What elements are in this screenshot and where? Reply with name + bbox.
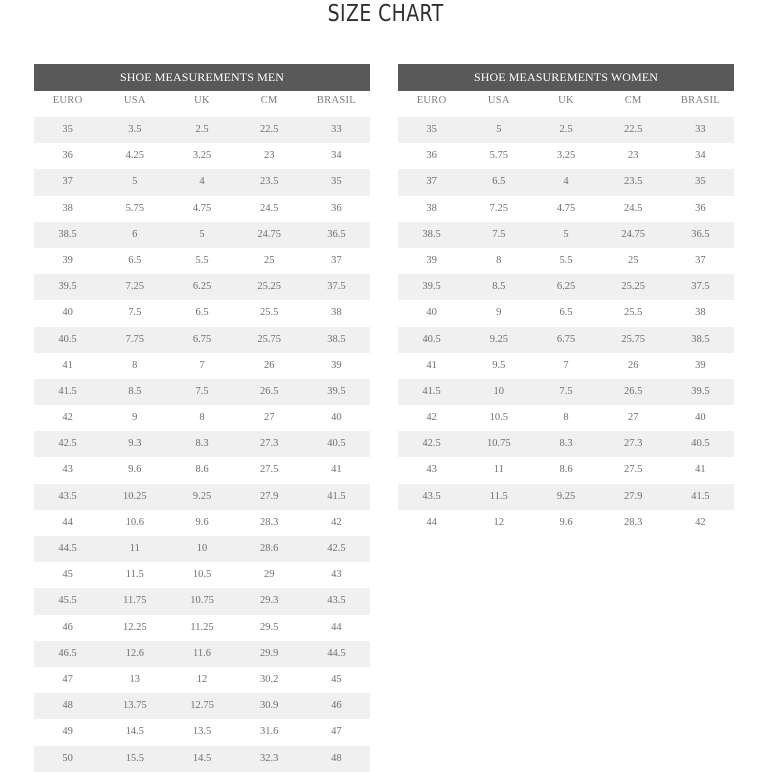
table-cell: 40.5 xyxy=(691,438,710,450)
table-cell: 39.5 xyxy=(58,281,77,293)
table-cell: 9.6 xyxy=(195,516,209,528)
table-cell: 40.5 xyxy=(327,438,346,450)
table-cell: 40 xyxy=(695,412,706,424)
table-cell: 11.75 xyxy=(123,595,147,607)
table-cell: 44.5 xyxy=(327,647,346,659)
table-cell: 11 xyxy=(493,464,504,476)
table-row xyxy=(398,353,734,379)
table-cell: 5.75 xyxy=(125,202,144,214)
table-cell: 6.5 xyxy=(195,307,209,319)
table-cell: 22.5 xyxy=(624,124,643,135)
table-cell: 26 xyxy=(627,359,639,371)
table-row xyxy=(34,510,370,536)
table-cell: 6.5 xyxy=(128,254,142,266)
table-cell: 35 xyxy=(426,124,437,135)
table-cell: 27.9 xyxy=(624,490,643,502)
table-row xyxy=(398,196,734,222)
table-cell: 35 xyxy=(331,176,342,188)
table-cell: 5 xyxy=(199,228,205,240)
table-cell: 29.3 xyxy=(260,595,279,607)
table-cell: 26.5 xyxy=(260,385,279,397)
women-table-header: SHOE MEASUREMENTS WOMEN xyxy=(398,64,734,91)
table-cell: 35 xyxy=(62,124,73,135)
table-cell: 37 xyxy=(426,176,437,188)
table-cell: 48 xyxy=(62,700,73,712)
table-cell: 14.5 xyxy=(125,726,144,738)
table-row xyxy=(398,510,734,536)
table-cell: 10.5 xyxy=(489,412,508,424)
table-cell: 23.5 xyxy=(260,176,279,188)
table-cell: 41 xyxy=(426,359,437,371)
table-cell: 37.5 xyxy=(327,281,346,293)
table-cell: 29 xyxy=(263,569,275,581)
table-row xyxy=(398,484,734,510)
table-cell: 41.5 xyxy=(691,490,710,502)
table-cell: 45 xyxy=(331,673,342,685)
table-cell: 13 xyxy=(129,673,141,685)
table-cell: 39.5 xyxy=(422,281,441,293)
table-cell: 6.75 xyxy=(556,333,576,345)
table-cell: 41 xyxy=(331,464,342,476)
table-cell: 32.3 xyxy=(260,752,279,764)
table-row xyxy=(398,117,734,143)
table-cell: 5.75 xyxy=(489,150,508,162)
table-cell: 9.6 xyxy=(128,464,142,476)
column-header-cm: CM xyxy=(260,95,278,106)
table-row xyxy=(398,379,734,405)
table-cell: 27.3 xyxy=(260,438,279,450)
table-cell: 26 xyxy=(263,359,275,371)
table-row xyxy=(34,196,370,222)
table-cell: 36.5 xyxy=(691,228,710,240)
column-header-usa: USA xyxy=(123,95,146,106)
table-cell: 7.25 xyxy=(489,202,508,214)
table-cell: 38.5 xyxy=(327,333,346,345)
table-cell: 25.5 xyxy=(624,307,643,319)
table-cell: 24.5 xyxy=(260,202,279,214)
column-header-euro: EURO xyxy=(416,95,447,106)
table-cell: 27.3 xyxy=(624,438,643,450)
column-header-cm: CM xyxy=(624,95,642,106)
table-cell: 12.6 xyxy=(125,647,144,659)
table-cell: 46 xyxy=(62,621,73,633)
table-cell: 48 xyxy=(331,752,342,764)
table-row xyxy=(34,405,370,431)
table-cell: 25 xyxy=(627,254,639,266)
table-row xyxy=(34,641,370,667)
table-cell: 13.5 xyxy=(192,726,212,738)
table-cell: 11.5 xyxy=(125,569,144,581)
table-cell: 5.5 xyxy=(559,254,573,266)
table-cell: 37.5 xyxy=(691,281,710,293)
table-cell: 38 xyxy=(331,307,342,319)
table-cell: 11.5 xyxy=(489,490,508,502)
table-cell: 7 xyxy=(199,359,205,371)
table-cell: 38.5 xyxy=(691,333,710,345)
table-cell: 39 xyxy=(695,359,706,371)
table-cell: 25.5 xyxy=(260,307,279,319)
table-cell: 43.5 xyxy=(422,490,441,502)
table-row xyxy=(34,667,370,693)
table-cell: 9.6 xyxy=(559,516,573,528)
table-cell: 14.5 xyxy=(192,752,212,764)
table-cell: 27 xyxy=(627,412,639,424)
table-cell: 23 xyxy=(627,150,639,162)
table-row xyxy=(398,169,734,195)
table-cell: 31.6 xyxy=(260,726,279,738)
table-cell: 25.25 xyxy=(621,281,646,293)
table-cell: 8.5 xyxy=(492,281,506,293)
table-cell: 30.2 xyxy=(260,673,279,685)
table-row xyxy=(34,274,370,300)
table-row xyxy=(398,431,734,457)
table-cell: 9.25 xyxy=(489,333,508,345)
table-cell: 40 xyxy=(331,412,342,424)
table-cell: 9.25 xyxy=(192,490,212,502)
table-row xyxy=(34,615,370,641)
table-cell: 39 xyxy=(331,359,342,371)
table-cell: 12.75 xyxy=(190,700,214,712)
table-cell: 43 xyxy=(426,464,437,476)
table-cell: 38.5 xyxy=(58,228,77,240)
table-row xyxy=(34,222,370,248)
table-cell: 44.5 xyxy=(58,543,77,554)
table-cell: 9 xyxy=(132,412,138,424)
table-cell: 4.25 xyxy=(125,150,144,162)
men-column-headers xyxy=(34,91,370,117)
table-cell: 40.5 xyxy=(58,333,77,345)
table-cell: 38 xyxy=(62,202,73,214)
table-cell: 41.5 xyxy=(327,490,346,502)
table-cell: 42 xyxy=(426,412,437,424)
table-cell: 13.75 xyxy=(122,700,147,712)
table-row xyxy=(34,300,370,326)
table-cell: 30.9 xyxy=(260,700,279,712)
table-cell: 28.3 xyxy=(260,516,279,528)
table-row xyxy=(34,746,370,772)
table-cell: 45.5 xyxy=(58,595,77,607)
table-cell: 6.75 xyxy=(192,333,212,345)
table-cell: 39 xyxy=(62,254,73,266)
table-cell: 4.75 xyxy=(192,202,212,214)
table-row xyxy=(398,300,734,326)
table-cell: 43.5 xyxy=(58,490,77,502)
table-cell: 7 xyxy=(563,359,569,371)
table-cell: 10 xyxy=(493,385,505,397)
table-cell: 35 xyxy=(695,176,706,188)
table-cell: 39.5 xyxy=(691,385,710,397)
table-row xyxy=(398,274,734,300)
women-table-body xyxy=(398,117,734,536)
table-row xyxy=(34,143,370,169)
table-cell: 8.3 xyxy=(195,438,209,450)
table-cell: 24.75 xyxy=(621,228,646,240)
table-row xyxy=(34,353,370,379)
table-cell: 44 xyxy=(62,516,73,528)
table-cell: 8 xyxy=(132,359,138,371)
table-cell: 5 xyxy=(132,176,138,188)
table-cell: 8 xyxy=(199,412,205,424)
table-cell: 6.25 xyxy=(192,281,212,293)
table-row xyxy=(34,588,370,614)
table-cell: 29.5 xyxy=(260,621,279,633)
table-cell: 40 xyxy=(62,307,73,319)
table-cell: 33 xyxy=(695,124,706,135)
table-cell: 43 xyxy=(62,464,73,476)
table-cell: 10.25 xyxy=(122,490,147,502)
table-cell: 15.5 xyxy=(125,752,144,764)
table-cell: 3.25 xyxy=(556,150,576,162)
table-cell: 8.3 xyxy=(559,438,573,450)
table-cell: 7.75 xyxy=(125,333,144,345)
table-cell: 36 xyxy=(331,202,342,214)
table-cell: 4.75 xyxy=(556,202,576,214)
table-cell: 6.5 xyxy=(559,307,573,319)
table-cell: 38 xyxy=(426,202,437,214)
table-cell: 37 xyxy=(331,254,342,266)
table-cell: 8.6 xyxy=(195,464,209,476)
table-cell: 12.25 xyxy=(122,621,147,633)
table-cell: 6 xyxy=(132,228,138,240)
table-cell: 41 xyxy=(695,464,706,476)
table-row xyxy=(34,536,370,562)
table-cell: 10 xyxy=(196,543,208,554)
table-cell: 47 xyxy=(62,673,73,685)
table-cell: 2.5 xyxy=(195,124,209,135)
table-row xyxy=(34,484,370,510)
table-cell: 3.25 xyxy=(192,150,212,162)
table-cell: 6.5 xyxy=(492,176,506,188)
men-table-header: SHOE MEASUREMENTS MEN xyxy=(34,64,370,91)
table-cell: 27 xyxy=(263,412,275,424)
table-cell: 36 xyxy=(62,150,73,162)
table-row xyxy=(398,248,734,274)
table-cell: 50 xyxy=(62,752,73,764)
table-row xyxy=(398,143,734,169)
table-row xyxy=(34,693,370,719)
table-cell: 27.9 xyxy=(260,490,279,502)
table-cell: 28.6 xyxy=(260,543,279,554)
column-header-usa: USA xyxy=(487,95,510,106)
table-cell: 9.5 xyxy=(492,359,506,371)
table-cell: 7.5 xyxy=(559,385,573,397)
table-cell: 5 xyxy=(496,124,502,135)
column-header-uk: UK xyxy=(558,95,574,106)
table-cell: 42.5 xyxy=(422,438,441,450)
table-cell: 4 xyxy=(563,176,569,188)
table-cell: 44 xyxy=(331,621,342,633)
table-row xyxy=(34,117,370,143)
table-cell: 22.5 xyxy=(260,124,279,135)
table-cell: 12 xyxy=(196,673,208,685)
table-cell: 10.75 xyxy=(486,438,511,450)
table-cell: 5 xyxy=(563,228,569,240)
column-header-brasil: BRASIL xyxy=(316,95,356,106)
table-cell: 34 xyxy=(331,150,342,162)
table-cell: 24.75 xyxy=(257,228,282,240)
table-cell: 43 xyxy=(331,569,342,581)
table-cell: 9 xyxy=(496,307,502,319)
table-row xyxy=(34,327,370,353)
table-cell: 47 xyxy=(331,726,342,738)
table-cell: 36.5 xyxy=(327,228,346,240)
table-cell: 33 xyxy=(331,124,342,135)
table-row xyxy=(398,222,734,248)
table-cell: 36 xyxy=(426,150,437,162)
table-cell: 25 xyxy=(263,254,275,266)
table-cell: 41.5 xyxy=(58,385,77,397)
table-row xyxy=(398,457,734,483)
table-row xyxy=(34,562,370,588)
table-cell: 11 xyxy=(129,543,140,554)
table-cell: 9.25 xyxy=(556,490,576,502)
table-cell: 5.5 xyxy=(195,254,209,266)
table-cell: 49 xyxy=(62,726,73,738)
table-cell: 43.5 xyxy=(327,595,346,607)
women-size-table xyxy=(398,64,734,536)
column-header-brasil: BRASIL xyxy=(680,95,720,106)
table-cell: 10.5 xyxy=(192,569,212,581)
table-cell: 8 xyxy=(496,254,502,266)
table-cell: 42 xyxy=(695,516,706,528)
table-row xyxy=(34,248,370,274)
table-cell: 6.25 xyxy=(556,281,576,293)
table-cell: 25.75 xyxy=(257,333,282,345)
table-cell: 7.25 xyxy=(125,281,144,293)
table-cell: 44 xyxy=(426,516,437,528)
table-cell: 29.9 xyxy=(260,647,279,659)
table-row xyxy=(34,457,370,483)
table-cell: 11.6 xyxy=(193,647,211,659)
table-cell: 10.75 xyxy=(190,595,214,607)
table-cell: 7.5 xyxy=(128,307,142,319)
table-cell: 8 xyxy=(563,412,569,424)
table-cell: 46.5 xyxy=(58,647,77,659)
men-size-table xyxy=(34,64,370,772)
table-cell: 7.5 xyxy=(195,385,209,397)
table-cell: 23.5 xyxy=(624,176,643,188)
table-cell: 27.5 xyxy=(260,464,279,476)
table-row xyxy=(34,431,370,457)
table-cell: 45 xyxy=(62,569,73,581)
table-cell: 37 xyxy=(695,254,706,266)
table-row xyxy=(34,169,370,195)
table-cell: 8.5 xyxy=(128,385,142,397)
table-cell: 42.5 xyxy=(327,543,346,554)
table-cell: 11.25 xyxy=(190,621,214,633)
table-cell: 37 xyxy=(62,176,73,188)
table-cell: 3.5 xyxy=(128,124,142,135)
table-cell: 42 xyxy=(62,412,73,424)
table-cell: 34 xyxy=(695,150,706,162)
table-row xyxy=(34,379,370,405)
table-cell: 23 xyxy=(263,150,275,162)
table-cell: 39.5 xyxy=(327,385,346,397)
table-cell: 41.5 xyxy=(422,385,441,397)
table-cell: 28.3 xyxy=(624,516,643,528)
table-row xyxy=(34,719,370,745)
table-row xyxy=(398,327,734,353)
men-table-body xyxy=(34,117,370,772)
table-cell: 40.5 xyxy=(422,333,441,345)
table-cell: 2.5 xyxy=(559,124,573,135)
table-cell: 42.5 xyxy=(58,438,77,450)
page-title: SIZE CHART xyxy=(327,1,444,27)
table-cell: 36 xyxy=(695,202,706,214)
table-cell: 27.5 xyxy=(624,464,643,476)
table-cell: 24.5 xyxy=(624,202,643,214)
women-column-headers xyxy=(398,91,734,117)
table-cell: 10.6 xyxy=(125,516,144,528)
table-cell: 26.5 xyxy=(624,385,643,397)
column-header-euro: EURO xyxy=(52,95,83,106)
table-cell: 12 xyxy=(493,516,505,528)
table-cell: 9.3 xyxy=(128,438,142,450)
table-cell: 25.25 xyxy=(257,281,282,293)
table-cell: 7.5 xyxy=(492,228,506,240)
table-cell: 42 xyxy=(331,516,342,528)
table-cell: 8.6 xyxy=(559,464,573,476)
table-cell: 40 xyxy=(426,307,437,319)
table-cell: 41 xyxy=(62,359,73,371)
table-cell: 25.75 xyxy=(621,333,646,345)
table-cell: 39 xyxy=(426,254,437,266)
table-row xyxy=(398,405,734,431)
table-cell: 38 xyxy=(695,307,706,319)
table-cell: 4 xyxy=(199,176,205,188)
column-header-uk: UK xyxy=(194,95,210,106)
table-cell: 38.5 xyxy=(422,228,441,240)
table-cell: 46 xyxy=(331,700,342,712)
